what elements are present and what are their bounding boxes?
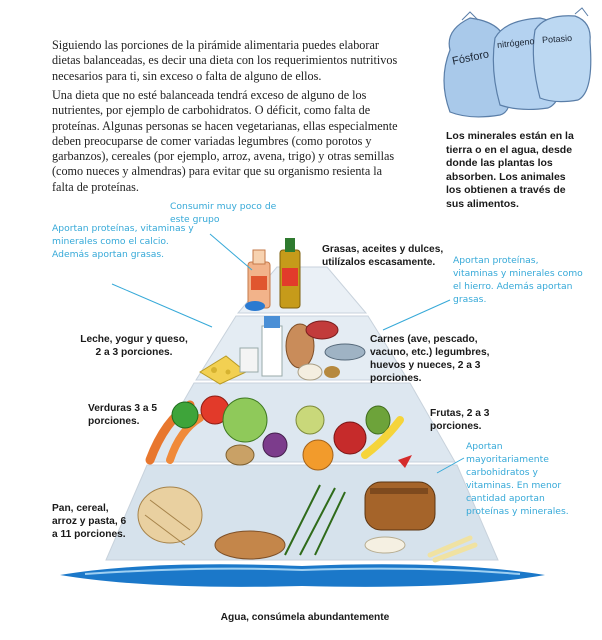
top-group-note: Consumir muy poco de este grupo [170,201,277,225]
fruits-label: Frutas, 2 a 3 porciones. [430,408,490,432]
dairy-nutrients-note: Aportan proteínas, vitaminas y minerales como el calcio. Además aportan grasas. [52,223,194,260]
minerals-note: Los minerales están en la tierra o en el agua, desde donde las plantas los absorben. Los animales los obtienen a través de sus alimentos. [446,130,574,210]
sack-label-nitrogen: nitrógeno [496,36,535,50]
grains-nutrients-note: Aportan mayoritariamente carbohidratos y vitaminas. En menor cantidad aportan proteínas y minerales. [466,441,569,517]
sack-label-phosphorus: Fósforo [451,48,491,68]
meat-label: Carnes (ave, pescado, vacuno, etc.) legumbres, huevos y nueces, 2 a 3 porciones. [370,334,490,384]
grains-label: Pan, cereal, arroz y pasta, 6 a 11 porciones. [52,503,127,540]
intro-paragraph-2: Una dieta que no esté balanceada tendrá exceso de alguno de los nutrientes, por ejemplo de carbohidratos. O déficit, como falta de proteínas. Algunas personas se hacen vegetarianas, ellas especialmente deben preocuparse de comer variadas legumbres (como porotos y garbanzos), cereales (por ejemplo, arroz, avena, trigo) y otras semillas (como nueces y almendras) para evitar que su organismo resienta la falta de proteínas. [52,88,398,194]
vegetables-label: Verduras 3 a 5 porciones. [88,403,158,427]
fats-label: Grasas, aceites y dulces, utilízalos escasamente. [322,244,444,268]
sack-label-potassium: Potasio [541,32,573,46]
dairy-label: Leche, yogur y queso, 2 a 3 porciones. [80,334,188,358]
meat-nutrients-note: Aportan proteínas, vitaminas y minerales como el hierro. Además aportan grasas. [453,255,583,305]
water-label: Agua, consúmela abundantemente [220,612,390,623]
intro-paragraph-1: Siguiendo las porciones de la pirámide alimentaria puedes elaborar dietas balanceadas, es decir una dieta con los requerimientos nutritivos necesarios para ti, sin exceso o falta de alguno de ellos. [52,38,398,83]
